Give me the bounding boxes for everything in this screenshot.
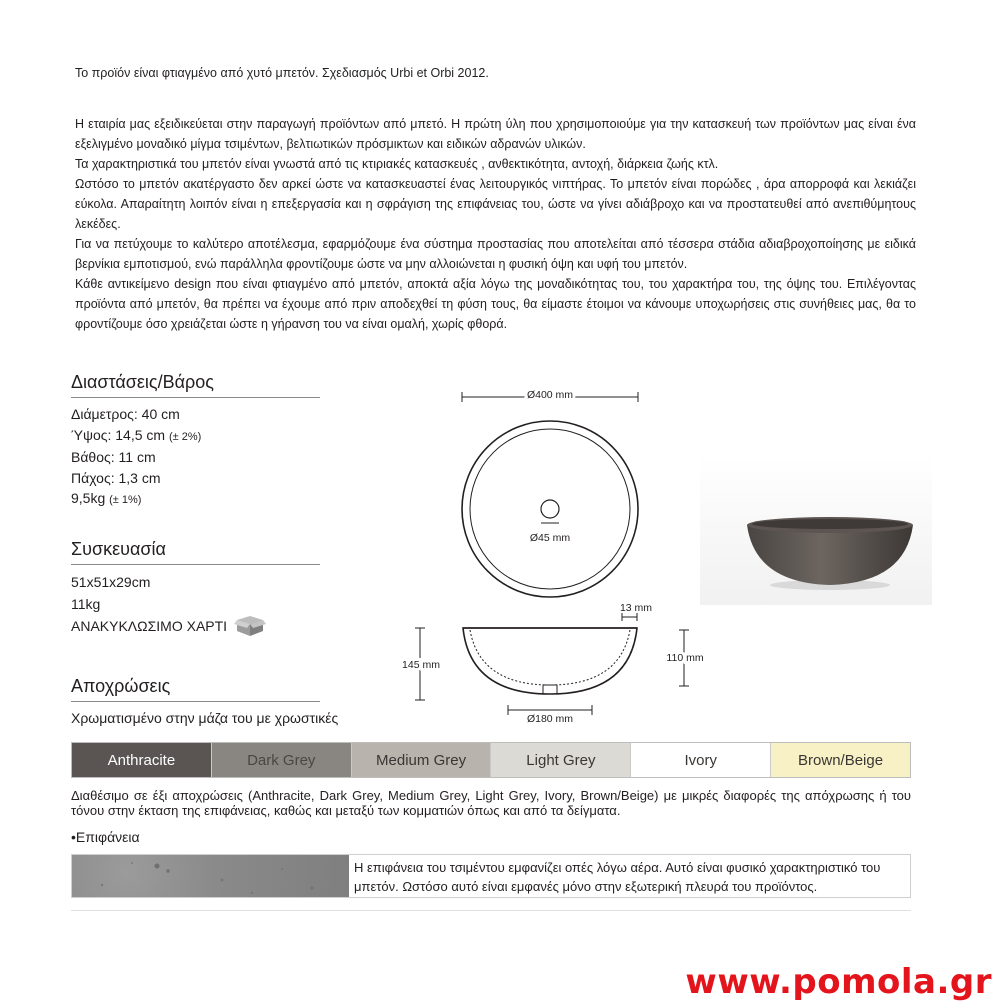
- description-paragraph: Ωστόσο το μπετόν ακατέργαστο δεν αρκεί ώστε να κατασκευαστεί ένας λειτουργικός νιπτήρας. Το μπετόν είναι πορώδες , άρα απορροφά και λεκιάζει εύκολα. Απαραίτητη λοιπόν είναι η επεξεργασία και η σφράγιση της επιφάνειας του, ώστε να γίνει αδιάβροχο και να προστατευθεί από ανεπιθύμητους λεκέδες.: [75, 177, 916, 231]
- availability-text: Διαθέσιμο σε έξι αποχρώσεις (Anthracite, Dark Grey, Medium Grey, Light Grey, Ivory, Brown/Beige) με μικρές διαφορές της απόχρωσης ή του τόνου στην έκταση της επιφάνειας, καθώς και μεταξύ των κομματιών όπως και από τα δείγματα.: [71, 788, 911, 818]
- surface-title: •Επιφάνεια: [71, 829, 140, 845]
- depth-spec: Βάθος: 11 cm: [71, 449, 156, 465]
- diameter-spec: Διάμετρος: 40 cm: [71, 406, 180, 422]
- concrete-texture-image: [72, 855, 349, 897]
- drain-diameter-label: Ø45 mm: [529, 532, 571, 544]
- colors-title: Αποχρώσεις: [71, 676, 171, 696]
- product-photo: [700, 455, 932, 605]
- colors-rule: [71, 701, 320, 702]
- package-weight: 11kg: [71, 595, 101, 612]
- dimensions-list: [71, 404, 201, 511]
- swatch-light-grey: Light Grey: [491, 743, 631, 777]
- swatch-anthracite: Anthracite: [72, 743, 212, 777]
- description-paragraph: Κάθε αντικείμενο design που είναι φτιαγμένο από μπετόν, αποκτά αξία λόγω της μοναδικότητας του, του χαρακτήρα του, της όψης του. Επιλέγοντας προϊόντα από μπετόν, θα πρέπει να έχουμε από πριν αποδεχθεί τη φύση τους, θα είμαστε έτοιμοι να κάνουμε υποχωρήσεις στις συνήθειες μας, θα το φροντίζουμε όσο χρειάζεται ώστε η γήρανση του να είναι ομαλή, χωρίς φθορά.: [75, 277, 916, 331]
- technical-drawing: [390, 380, 720, 730]
- dimensions-rule: [71, 397, 320, 398]
- swatch-ivory: Ivory: [631, 743, 771, 777]
- colors-description: Χρωματισμένο στην μάζα του με χρωστικές: [71, 710, 339, 726]
- description-paragraph: Η εταιρία μας εξειδικεύεται στην παραγωγή προϊόντων από μπετό. Η πρώτη ύλη που χρησιμοποιούμε για την κατασκευή των προϊόντων μας είναι ένα εξελιγμένο μοναδικό μίγμα τσιμέντων, βελτιωτικών πρόσμικτων και ειδικών αδρανών υλικών.: [75, 117, 916, 151]
- wall-thickness-label: 13 mm: [619, 602, 653, 614]
- description-paragraph: Για να πετύχουμε το καλύτερο αποτέλεσμα, εφαρμόζουμε ένα σύστημα προστασίας που αποτελείται από τέσσερα στάδια αδιαβροχοποίησης με ειδικά βερνίκια εμποτισμού, ενώ παράλληλα φροντίζουμε ώστε να μην αλλοιώνεται η φυσική όψη και υφή του μπετόν.: [75, 237, 916, 271]
- total-height-label: 145 mm: [402, 659, 440, 671]
- height-spec: Ύψος: 14,5 cm (± 2%): [71, 426, 202, 443]
- description: [75, 114, 916, 334]
- description-paragraph: Τα χαρακτηριστικά του μπετόν είναι γνωστά από τις κτιριακές κατασκευές , ανθεκτικότητα, αντοχή, διάρκεια ζωής κτλ.: [75, 157, 719, 171]
- packaging-rule: [71, 564, 320, 565]
- outer-diameter-label: Ø400 mm: [526, 389, 574, 401]
- package-material: ΑΝΑΚΥΚΛΩΣΙΜΟ ΧΑΡΤΙ: [71, 614, 267, 638]
- dimensions-title: Διαστάσεις/Βάρος: [71, 372, 214, 392]
- packaging-title: Συσκευασία: [71, 539, 166, 559]
- website-url[interactable]: www.pomola.gr: [685, 962, 992, 1002]
- package-size: 51x51x29cm: [71, 574, 151, 590]
- box-icon: [233, 614, 267, 638]
- packaging-list: [71, 572, 267, 638]
- color-swatches: [71, 742, 911, 778]
- divider: [71, 910, 911, 911]
- swatch-dark-grey: Dark Grey: [212, 743, 352, 777]
- surface-box: [71, 854, 911, 898]
- surface-text: Η επιφάνεια του τσιμέντου εμφανίζει οπές λόγω αέρα. Αυτό είναι φυσικό χαρακτηριστικό του μπετόν. Ωστόσο αυτό είναι εμφανές μόνο στην εξωτερική πλευρά του προϊόντος.: [354, 860, 881, 894]
- weight-spec: 9,5kg (± 1%): [71, 490, 142, 506]
- swatch-medium-grey: Medium Grey: [352, 743, 492, 777]
- swatch-brown-beige: Brown/Beige: [771, 743, 910, 777]
- thickness-spec: Πάχος: 1,3 cm: [71, 469, 161, 486]
- intro-text: Το προϊόν είναι φτιαγμένο από χυτό μπετόν. Σχεδιασμός Urbi et Orbi 2012.: [75, 66, 489, 80]
- inner-depth-label: 110 mm: [666, 652, 704, 664]
- base-diameter-label: Ø180 mm: [526, 713, 574, 725]
